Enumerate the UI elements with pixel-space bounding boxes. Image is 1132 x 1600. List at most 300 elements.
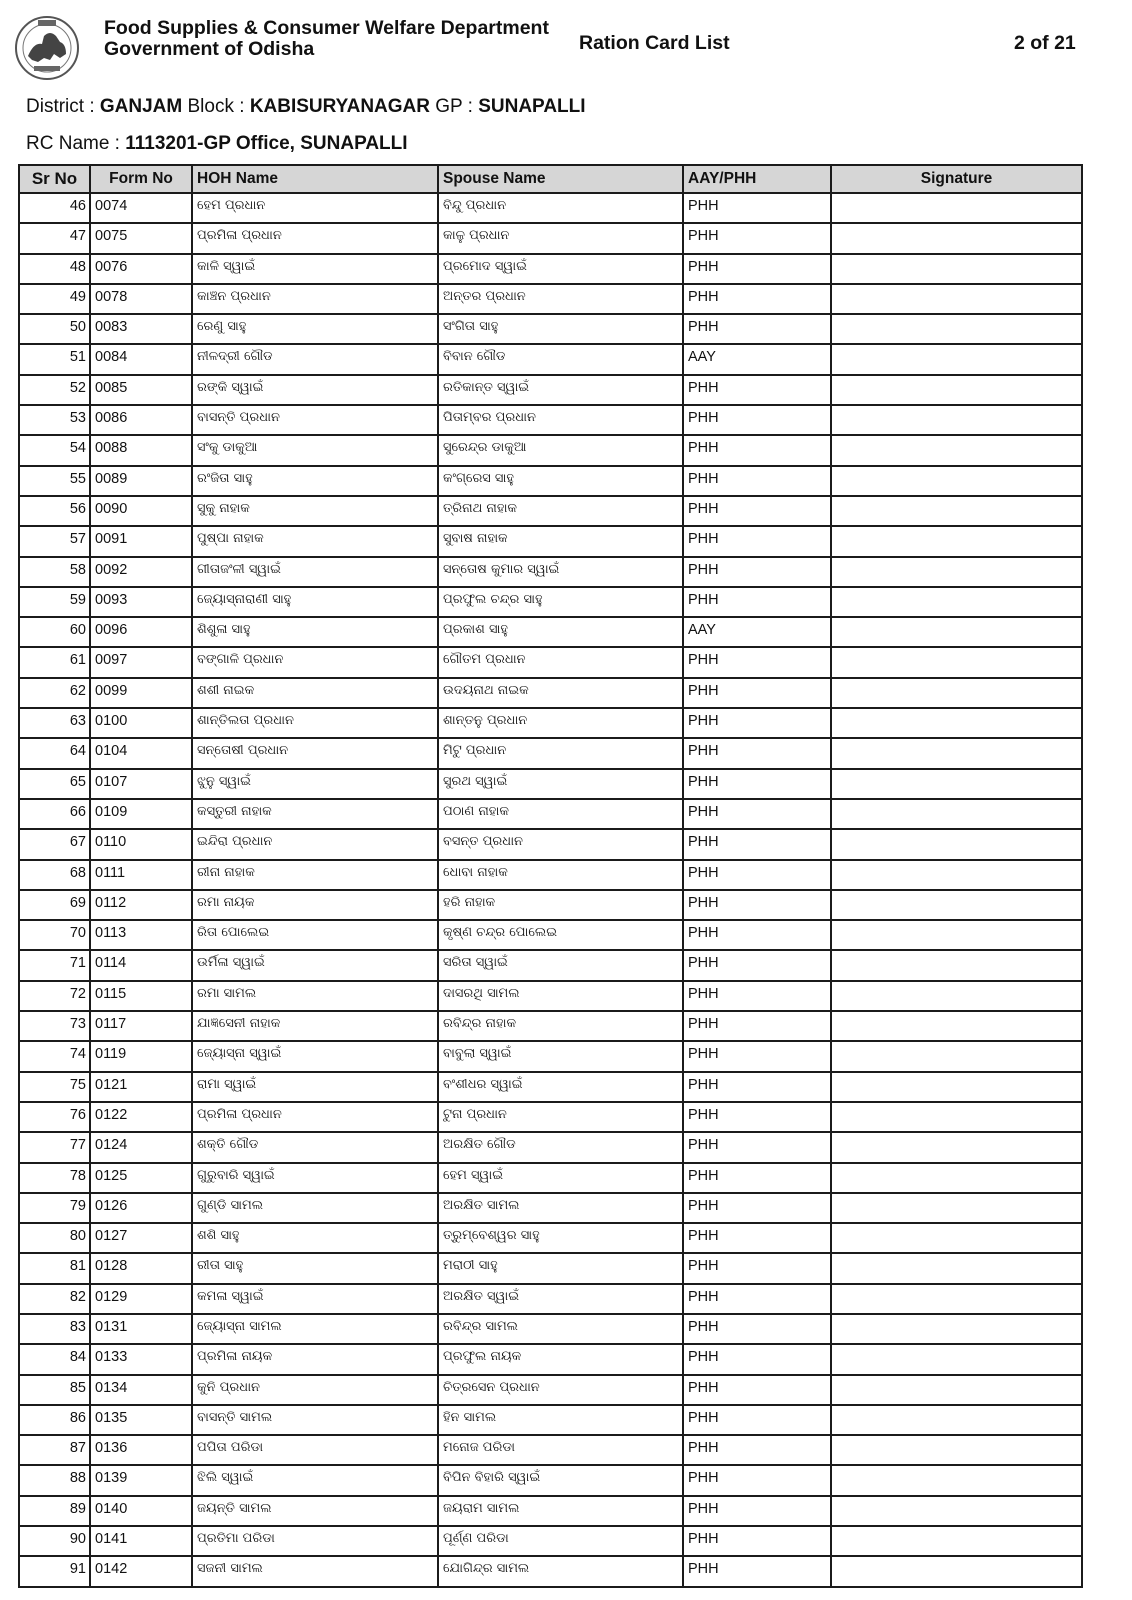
hoh-name-cell: ପ୍ରମିଳା ପ୍ରଧାନ [192,223,438,253]
card-type-cell: PHH [683,254,831,284]
table-row [19,193,1082,223]
form-no-cell: 0110 [90,829,192,859]
table-row [19,526,1082,556]
signature-cell[interactable] [831,1405,1082,1435]
sr-no-cell: 82 [19,1284,90,1314]
spouse-name-cell: ହିନ ସାମଲ [438,1405,683,1435]
sr-no-cell: 64 [19,738,90,768]
card-type-cell: PHH [683,950,831,980]
hoh-name-cell: ଝୁନୁ ସ୍ୱାଇଁ [192,769,438,799]
table-row [19,1496,1082,1526]
spouse-name-cell: ସଂଗିତା ସାହୁ [438,314,683,344]
form-no-cell: 0107 [90,769,192,799]
card-type-cell: PHH [683,1041,831,1071]
hoh-name-cell: ସଂକୁ ଡାକୁଆ [192,435,438,465]
sr-no-cell: 67 [19,829,90,859]
card-type-cell: PHH [683,284,831,314]
spouse-name-cell: ବିପିନ ବିହାରି ସ୍ୱାଇଁ [438,1465,683,1495]
sr-no-cell: 75 [19,1072,90,1102]
table-row [19,860,1082,890]
table-row [19,557,1082,587]
spouse-name-cell: ବିନ୍ଦୁ ପ୍ରଧାନ [438,193,683,223]
signature-cell[interactable] [831,223,1082,253]
hoh-name-cell: ଝିଲି ସ୍ୱାଇଁ [192,1465,438,1495]
table-row [19,769,1082,799]
form-no-cell: 0114 [90,950,192,980]
sr-no-cell: 66 [19,799,90,829]
card-type-cell: PHH [683,1072,831,1102]
signature-cell[interactable] [831,557,1082,587]
col-header-hoh-name: HOH Name [192,165,438,193]
hoh-name-cell: ଶଶି ସାହୁ [192,1223,438,1253]
card-type-cell: PHH [683,1011,831,1041]
card-type-cell: AAY [683,344,831,374]
card-type-cell: PHH [683,1193,831,1223]
card-type-cell: PHH [683,1496,831,1526]
hoh-name-cell: ରମା ସାମଲ [192,981,438,1011]
sr-no-cell: 52 [19,375,90,405]
table-row [19,1072,1082,1102]
signature-cell[interactable] [831,526,1082,556]
signature-cell[interactable] [831,193,1082,223]
signature-cell[interactable] [831,1556,1082,1586]
form-no-cell: 0124 [90,1132,192,1162]
signature-cell[interactable] [831,799,1082,829]
card-type-cell: PHH [683,1526,831,1556]
sr-no-cell: 69 [19,890,90,920]
sr-no-cell: 70 [19,920,90,950]
rc-name-value: 1113201-GP Office, SUNAPALLI [125,133,408,154]
form-no-cell: 0078 [90,284,192,314]
sr-no-cell: 65 [19,769,90,799]
signature-cell[interactable] [831,1011,1082,1041]
spouse-name-cell: ବଂଶୀଧର ସ୍ୱାଇଁ [438,1072,683,1102]
hoh-name-cell: ରଂଜିତା ସାହୁ [192,466,438,496]
sr-no-cell: 90 [19,1526,90,1556]
signature-cell[interactable] [831,1465,1082,1495]
location-line [26,96,586,118]
hoh-name-cell: ଜୟନ୍ତି ସାମଲ [192,1496,438,1526]
sr-no-cell: 72 [19,981,90,1011]
signature-cell[interactable] [831,950,1082,980]
spouse-name-cell: ସୁବାଷ ନାହାକ [438,526,683,556]
hoh-name-cell: ଗୁଣ୍ଡି ସାମଲ [192,1193,438,1223]
table-row [19,617,1082,647]
signature-cell[interactable] [831,405,1082,435]
form-no-cell: 0096 [90,617,192,647]
spouse-name-cell: ହରି ନାହାକ [438,890,683,920]
hoh-name-cell: କାଳି ସ୍ୱାଇଁ [192,254,438,284]
card-type-cell: PHH [683,1405,831,1435]
hoh-name-cell: ଜ୍ୟୋସ୍ନାରାଣୀ ସାହୁ [192,587,438,617]
col-header-spouse-name: Spouse Name [438,165,683,193]
form-no-cell: 0109 [90,799,192,829]
table-row [19,647,1082,677]
table-row [19,1163,1082,1193]
form-no-cell: 0075 [90,223,192,253]
table-row [19,405,1082,435]
sr-no-cell: 48 [19,254,90,284]
card-type-cell: PHH [683,708,831,738]
spouse-name-cell: ବସନ୍ତ ପ୍ରଧାନ [438,829,683,859]
card-type-cell: AAY [683,617,831,647]
hoh-name-cell: ରୀତା ସାହୁ [192,1253,438,1283]
form-no-cell: 0117 [90,1011,192,1041]
rc-name-label: RC Name : [26,133,126,154]
hoh-name-cell: ରିତା ପୋଲେଇ [192,920,438,950]
sr-no-cell: 61 [19,647,90,677]
department-line: Food Supplies & Consumer Welfare Department [104,17,549,39]
form-no-cell: 0086 [90,405,192,435]
col-header-signature: Signature [831,165,1082,193]
card-type-cell: PHH [683,405,831,435]
spouse-name-cell: ସନ୍ତୋଷ କୁମାର ସ୍ୱାଇଁ [438,557,683,587]
form-no-cell: 0084 [90,344,192,374]
spouse-name-cell: ଚିତ୍ରସେନ ପ୍ରଧାନ [438,1375,683,1405]
table-row [19,1526,1082,1556]
sr-no-cell: 74 [19,1041,90,1071]
hoh-name-cell: ପ୍ରମିଳା ନାୟକ [192,1344,438,1374]
card-type-cell: PHH [683,860,831,890]
sr-no-cell: 71 [19,950,90,980]
document-title: Ration Card List [579,32,730,54]
department-name [104,18,549,60]
signature-cell[interactable] [831,1193,1082,1223]
table-row [19,587,1082,617]
signature-cell[interactable] [831,1102,1082,1132]
signature-cell[interactable] [831,1163,1082,1193]
sr-no-cell: 84 [19,1344,90,1374]
signature-cell[interactable] [831,708,1082,738]
hoh-name-cell: ବଙ୍ଗାଳି ପ୍ରଧାନ [192,647,438,677]
spouse-name-cell: ରବିନ୍ଦ୍ର ସାମଲ [438,1314,683,1344]
card-type-cell: PHH [683,526,831,556]
signature-cell[interactable] [831,647,1082,677]
spouse-name-cell: ମରାଠୀ ସାହୁ [438,1253,683,1283]
sr-no-cell: 46 [19,193,90,223]
card-type-cell: PHH [683,1556,831,1586]
form-no-cell: 0125 [90,1163,192,1193]
card-type-cell: PHH [683,193,831,223]
sr-no-cell: 62 [19,678,90,708]
signature-cell[interactable] [831,375,1082,405]
spouse-name-cell: ଅରକ୍ଷିତ ସାମଲ [438,1193,683,1223]
sr-no-cell: 85 [19,1375,90,1405]
spouse-name-cell: ପଠାଣ ନାହାକ [438,799,683,829]
form-no-cell: 0091 [90,526,192,556]
form-no-cell: 0074 [90,193,192,223]
signature-cell[interactable] [831,1314,1082,1344]
form-no-cell: 0142 [90,1556,192,1586]
table-row [19,1556,1082,1586]
sr-no-cell: 58 [19,557,90,587]
spouse-name-cell: ପିତାମ୍ବର ପ୍ରଧାନ [438,405,683,435]
table-row [19,254,1082,284]
signature-cell[interactable] [831,1344,1082,1374]
signature-cell[interactable] [831,860,1082,890]
signature-cell[interactable] [831,920,1082,950]
signature-cell[interactable] [831,1284,1082,1314]
sr-no-cell: 54 [19,435,90,465]
spouse-name-cell: ଧୋବା ନାହାକ [438,860,683,890]
signature-cell[interactable] [831,1223,1082,1253]
spouse-name-cell: ହେମ ସ୍ୱାଇଁ [438,1163,683,1193]
form-no-cell: 0112 [90,890,192,920]
signature-cell[interactable] [831,1435,1082,1465]
form-no-cell: 0115 [90,981,192,1011]
table-row [19,708,1082,738]
spouse-name-cell: ଅରକ୍ଷିତ ସ୍ୱାଇଁ [438,1284,683,1314]
signature-cell[interactable] [831,587,1082,617]
table-row [19,375,1082,405]
form-no-cell: 0076 [90,254,192,284]
table-row [19,314,1082,344]
form-no-cell: 0088 [90,435,192,465]
hoh-name-cell: ଶାନ୍ତିଲତା ପ୍ରଧାନ [192,708,438,738]
spouse-name-cell: ମନୋଜ ପରିଡା [438,1435,683,1465]
sr-no-cell: 77 [19,1132,90,1162]
hoh-name-cell: ନୀଳଦ୍ରୀ ଗୌଡ [192,344,438,374]
table-row [19,1435,1082,1465]
card-type-cell: PHH [683,1375,831,1405]
spouse-name-cell: ବାବୁଲା ସ୍ୱାଇଁ [438,1041,683,1071]
card-type-cell: PHH [683,738,831,768]
hoh-name-cell: ସଜନୀ ସାମଲ [192,1556,438,1586]
table-row [19,466,1082,496]
card-type-cell: PHH [683,1163,831,1193]
spouse-name-cell: ଜୟରାମ ସାମଲ [438,1496,683,1526]
spouse-name-cell: ପୂର୍ଣ୍ଣ ପରିଡା [438,1526,683,1556]
odisha-emblem-icon [14,12,80,84]
form-no-cell: 0121 [90,1072,192,1102]
hoh-name-cell: ପୁଷ୍ପା ନାହାକ [192,526,438,556]
spouse-name-cell: ପ୍ରଫୁଲ ନାୟକ [438,1344,683,1374]
form-no-cell: 0139 [90,1465,192,1495]
card-type-cell: PHH [683,1223,831,1253]
form-no-cell: 0100 [90,708,192,738]
hoh-name-cell: କୁନି ପ୍ରଧାନ [192,1375,438,1405]
card-type-cell: PHH [683,829,831,859]
hoh-name-cell: ଗୀତାଜଂଳୀ ସ୍ୱାଇଁ [192,557,438,587]
form-no-cell: 0093 [90,587,192,617]
block-value: KABISURYANAGAR [249,96,430,117]
signature-cell[interactable] [831,1375,1082,1405]
signature-cell[interactable] [831,829,1082,859]
spouse-name-cell: ରତିକାନ୍ତ ସ୍ୱାଇଁ [438,375,683,405]
rc-name-line [26,133,408,155]
card-type-cell: PHH [683,223,831,253]
form-no-cell: 0092 [90,557,192,587]
signature-cell[interactable] [831,738,1082,768]
hoh-name-cell: ରୀନା ନାହାକ [192,860,438,890]
hoh-name-cell: ରେଣୁ ସାହୁ [192,314,438,344]
table-row [19,1253,1082,1283]
hoh-name-cell: ଜ୍ୟୋସ୍ନା ସ୍ୱାଇଁ [192,1041,438,1071]
form-no-cell: 0083 [90,314,192,344]
hoh-name-cell: ଶଶୀ ନାଇକ [192,678,438,708]
spouse-name-cell: ଉଦୟନାଥ ନାଇକ [438,678,683,708]
hoh-name-cell: ଇନ୍ଦିରା ପ୍ରଧାନ [192,829,438,859]
table-row [19,1405,1082,1435]
sr-no-cell: 76 [19,1102,90,1132]
card-type-cell: PHH [683,1132,831,1162]
hoh-name-cell: କାଞ୍ଚନ ପ୍ରଧାନ [192,284,438,314]
signature-cell[interactable] [831,1072,1082,1102]
hoh-name-cell: ହେମ ପ୍ରଧାନ [192,193,438,223]
form-no-cell: 0122 [90,1102,192,1132]
card-type-cell: PHH [683,647,831,677]
sr-no-cell: 59 [19,587,90,617]
card-type-cell: PHH [683,769,831,799]
hoh-name-cell: ପ୍ରତିମା ପରିଡା [192,1526,438,1556]
table-row [19,344,1082,374]
signature-cell[interactable] [831,1496,1082,1526]
card-type-cell: PHH [683,678,831,708]
signature-cell[interactable] [831,1132,1082,1162]
form-no-cell: 0128 [90,1253,192,1283]
card-type-cell: PHH [683,1284,831,1314]
gp-value: SUNAPALLI [478,96,586,117]
spouse-name-cell: ଅରକ୍ଷିତ ଗୌଡ [438,1132,683,1162]
signature-cell[interactable] [831,1253,1082,1283]
card-type-cell: PHH [683,375,831,405]
col-header-form-no: Form No [90,165,192,193]
table-row [19,1284,1082,1314]
hoh-name-cell: ଯାଜ୍ଞସେନୀ ନାହାକ [192,1011,438,1041]
sr-no-cell: 47 [19,223,90,253]
card-type-cell: PHH [683,1435,831,1465]
table-row [19,284,1082,314]
form-no-cell: 0135 [90,1405,192,1435]
form-no-cell: 0099 [90,678,192,708]
table-row [19,1344,1082,1374]
table-row [19,920,1082,950]
signature-cell[interactable] [831,344,1082,374]
sr-no-cell: 49 [19,284,90,314]
spouse-name-cell: ପ୍ରଫୁଲ ଚନ୍ଦ୍ର ସାହୁ [438,587,683,617]
spouse-name-cell: ସୁରେନ୍ଦ୍ର ଡାକୁଆ [438,435,683,465]
form-no-cell: 0113 [90,920,192,950]
form-no-cell: 0136 [90,1435,192,1465]
signature-cell[interactable] [831,314,1082,344]
hoh-name-cell: ପପିତା ପରିଡା [192,1435,438,1465]
hoh-name-cell: ଗୁରୁବାରି ସ୍ୱାଇଁ [192,1163,438,1193]
sr-no-cell: 88 [19,1465,90,1495]
form-no-cell: 0127 [90,1223,192,1253]
page-header [14,12,1118,88]
sr-no-cell: 68 [19,860,90,890]
hoh-name-cell: ରମା ନାୟକ [192,890,438,920]
signature-cell[interactable] [831,890,1082,920]
district-label: District : [26,96,100,117]
signature-cell[interactable] [831,617,1082,647]
sr-no-cell: 83 [19,1314,90,1344]
hoh-name-cell: ରଙ୍କି ସ୍ୱାଇଁ [192,375,438,405]
government-line: Government of Odisha [104,38,315,60]
form-no-cell: 0090 [90,496,192,526]
card-type-cell: PHH [683,1314,831,1344]
form-no-cell: 0141 [90,1526,192,1556]
sr-no-cell: 91 [19,1556,90,1586]
col-header-sr-no: Sr No [19,165,90,193]
form-no-cell: 0134 [90,1375,192,1405]
spouse-name-cell: ବିବାନ ଗୌଡ [438,344,683,374]
block-label: Block : [182,96,250,117]
signature-cell[interactable] [831,284,1082,314]
sr-no-cell: 89 [19,1496,90,1526]
signature-cell[interactable] [831,254,1082,284]
hoh-name-cell: ସନ୍ତୋଷୀ ପ୍ରଧାନ [192,738,438,768]
ration-card-table [18,164,1083,1588]
signature-cell[interactable] [831,981,1082,1011]
spouse-name-cell: ଗୌତମ ପ୍ରଧାନ [438,647,683,677]
signature-cell[interactable] [831,496,1082,526]
sr-no-cell: 53 [19,405,90,435]
signature-cell[interactable] [831,769,1082,799]
sr-no-cell: 81 [19,1253,90,1283]
spouse-name-cell: କାଳୁ ପ୍ରଧାନ [438,223,683,253]
spouse-name-cell: ଯୋଗିନ୍ଦ୍ର ସାମଲ [438,1556,683,1586]
sr-no-cell: 86 [19,1405,90,1435]
spouse-name-cell: କଂଗ୍ରେସ ସାହୁ [438,466,683,496]
hoh-name-cell: ବାସନ୍ତି ସାମଲ [192,1405,438,1435]
form-no-cell: 0085 [90,375,192,405]
table-row [19,950,1082,980]
spouse-name-cell: ଦାସରଥି ସାମଲ [438,981,683,1011]
card-type-cell: PHH [683,890,831,920]
card-type-cell: PHH [683,557,831,587]
table-row [19,890,1082,920]
spouse-name-cell: ପ୍ରକାଶ ସାହୁ [438,617,683,647]
sr-no-cell: 63 [19,708,90,738]
signature-cell[interactable] [831,435,1082,465]
form-no-cell: 0126 [90,1193,192,1223]
spouse-name-cell: ତ୍ରୁମ୍ବେଶ୍ୱର ସାହୁ [438,1223,683,1253]
gp-label: GP : [429,96,479,117]
sr-no-cell: 79 [19,1193,90,1223]
spouse-name-cell: ଶାନ୍ତନୁ ପ୍ରଧାନ [438,708,683,738]
table-row [19,1223,1082,1253]
table-body [19,193,1082,1587]
sr-no-cell: 57 [19,526,90,556]
table-row [19,223,1082,253]
sr-no-cell: 55 [19,466,90,496]
sr-no-cell: 50 [19,314,90,344]
table-row [19,496,1082,526]
form-no-cell: 0119 [90,1041,192,1071]
form-no-cell: 0140 [90,1496,192,1526]
card-type-cell: PHH [683,435,831,465]
signature-cell[interactable] [831,1526,1082,1556]
signature-cell[interactable] [831,678,1082,708]
hoh-name-cell: ଶକ୍ତି ଗୌଡ [192,1132,438,1162]
sr-no-cell: 80 [19,1223,90,1253]
table-row [19,435,1082,465]
form-no-cell: 0104 [90,738,192,768]
sr-no-cell: 78 [19,1163,90,1193]
form-no-cell: 0097 [90,647,192,677]
form-no-cell: 0089 [90,466,192,496]
table-row [19,981,1082,1011]
hoh-name-cell: ରାମା ସ୍ୱାଇଁ [192,1072,438,1102]
signature-cell[interactable] [831,1041,1082,1071]
table-row [19,829,1082,859]
table-row [19,1041,1082,1071]
hoh-name-cell: କମଳା ସ୍ୱାଇଁ [192,1284,438,1314]
table-row [19,1132,1082,1162]
spouse-name-cell: ଟୁନା ପ୍ରଧାନ [438,1102,683,1132]
signature-cell[interactable] [831,466,1082,496]
